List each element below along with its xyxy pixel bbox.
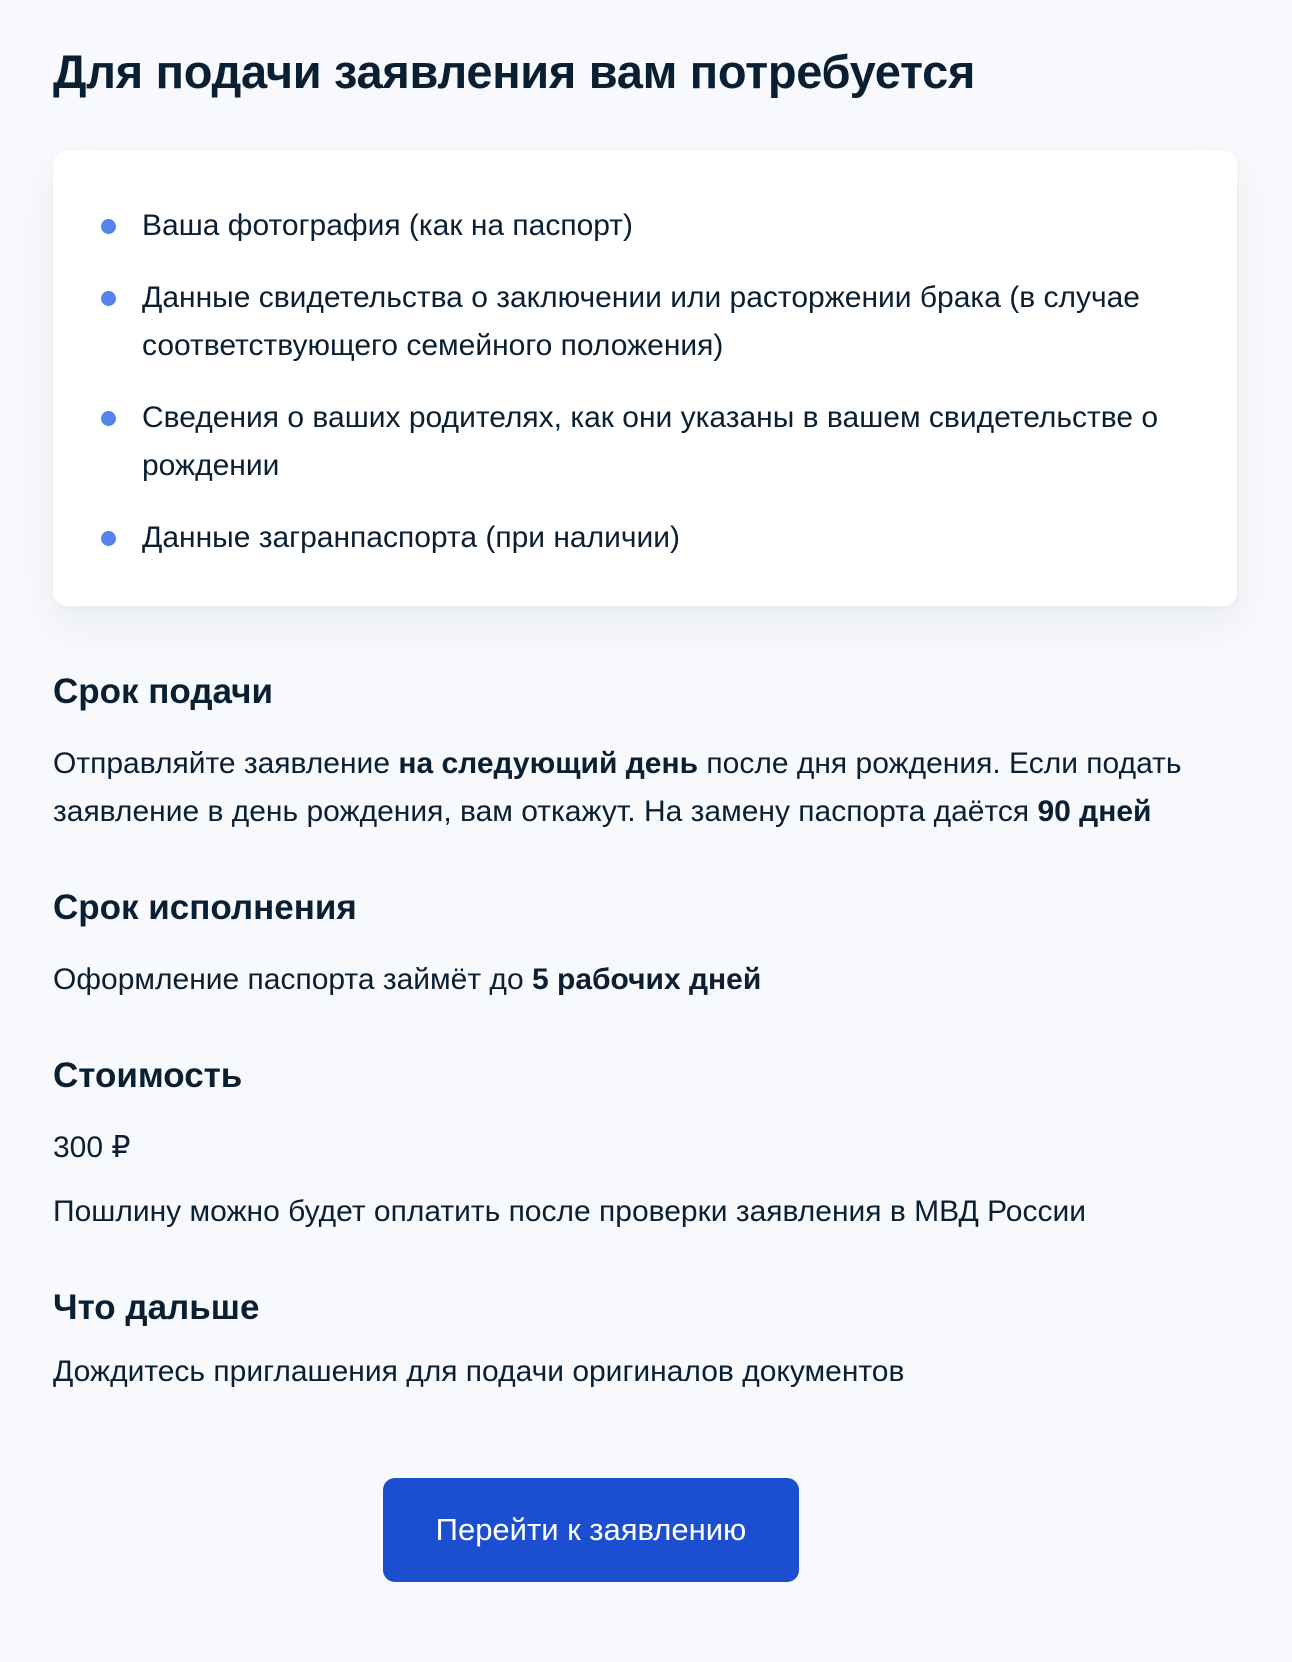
bullet-icon (101, 219, 116, 234)
bullet-icon (101, 291, 116, 306)
bullet-icon (101, 411, 116, 426)
execution-text (53, 956, 1239, 1004)
deadline-text-part: Отправляйте заявление (53, 747, 399, 780)
bullet-icon (101, 531, 116, 546)
execution-title: Срок исполнения (53, 888, 357, 927)
next-title: Что дальше (53, 1288, 260, 1327)
execution-text-part: Оформление паспорта займёт до (53, 963, 532, 996)
list-item (101, 274, 1169, 370)
deadline-highlight-days: 90 дней (1037, 795, 1152, 828)
cost-note: Пошлину можно будет оплатить после проверки заявления в МВД России (53, 1195, 1087, 1228)
cost-title: Стоимость (53, 1056, 243, 1095)
list-item-text: Ваша фотография (как на паспорт) (142, 209, 634, 242)
cost-amount: 300 ₽ (53, 1131, 131, 1164)
page-title: Для подачи заявления вам потребуется (53, 45, 976, 98)
list-item (101, 394, 1169, 490)
list-item-text: Сведения о ваших родителях, как они указаны в вашем свидетельстве о рождении (142, 401, 1159, 482)
deadline-text (53, 740, 1239, 836)
list-item-text: Данные свидетельства о заключении или расторжении брака (в случае соответствующего семейного положения) (142, 281, 1140, 362)
list-item-text: Данные загранпаспорта (при наличии) (142, 521, 681, 554)
deadline-highlight-next-day: на следующий день (398, 747, 699, 780)
requirements-list (101, 202, 1197, 562)
deadline-title: Срок подачи (53, 672, 273, 711)
list-item (101, 514, 1169, 562)
execution-highlight-days: 5 рабочих дней (531, 963, 762, 996)
list-item (101, 202, 1169, 250)
next-text: Дождитесь приглашения для подачи оригиналов документов (53, 1355, 905, 1388)
deadline-text-part: после дня рождения. Если подать заявление в день рождения, вам откажут. На замену паспорта даётся (53, 747, 1182, 828)
go-to-application-button[interactable]: Перейти к заявлению (383, 1478, 799, 1582)
requirements-card (53, 150, 1237, 606)
